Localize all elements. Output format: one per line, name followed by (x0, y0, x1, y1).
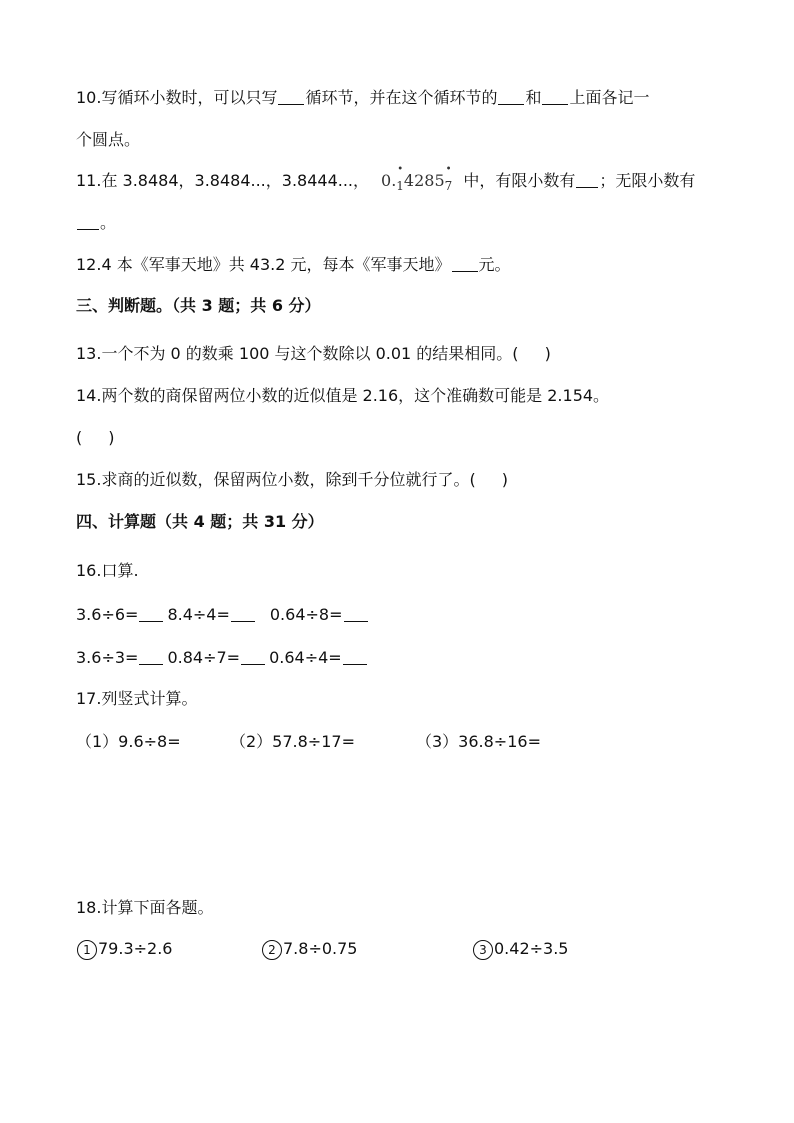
q10-text-4: 上面各记一 (569, 88, 650, 107)
q16-row-1: 3.6÷6= 8.4÷4= 0.64÷8= (76, 604, 369, 626)
q11-text-3: ；无限小数有 (599, 171, 696, 190)
q12-text-2: 元。 (478, 255, 511, 274)
repeating-decimal: 0. • $_1$4285 • $_7$ (381, 164, 453, 193)
q10-text-1: 10.写循环小数时，可以只写 (76, 88, 278, 107)
answer-blank[interactable] (452, 255, 478, 272)
q11-text-4: 。 (100, 213, 117, 232)
question-11-continued (76, 212, 116, 234)
answer-blank[interactable] (576, 171, 598, 188)
answer-blank[interactable] (343, 648, 367, 665)
question-17-title: 17.列竖式计算。 (76, 689, 198, 708)
question-10 (76, 87, 650, 109)
question-15: 15.求商的近似数，保留两位小数，除到千分位就行了。( ) (76, 470, 508, 489)
q18-item-1: 1 79.3÷2.6 (77, 938, 172, 960)
answer-blank[interactable] (344, 605, 368, 622)
question-11 (76, 164, 696, 197)
q15-text: 15.求商的近似数，保留两位小数，除到千分位就行了。( (76, 470, 476, 489)
answer-blank[interactable] (139, 648, 163, 665)
section-heading-calculation: 四、计算题（共 4 题；共 31 分） (76, 512, 324, 531)
q16-row-2: 3.6÷3= 0.84÷7= 0.64÷4= (76, 647, 368, 669)
question-10-continued (76, 129, 140, 151)
question-14 (76, 385, 609, 407)
q10-text-5: 个圆点。 (76, 130, 141, 149)
q14-text: 14.两个数的商保留两位小数的近似值是 2.16，这个准确数可能是 2.154。 (76, 386, 610, 405)
q10-text-2: 循环节，并在这个循环节的 (305, 88, 498, 107)
q17-item-1: （1）9.6÷8= (76, 732, 181, 751)
answer-blank[interactable] (139, 605, 163, 622)
question-18-title: 18.计算下面各题。 (76, 898, 214, 917)
repeat-dot-end: • (445, 164, 452, 175)
q13-text: 13.一个不为 0 的数乘 100 与这个数除以 0.01 的结果相同。( (76, 344, 519, 363)
circled-number-2: 2 (262, 940, 282, 960)
answer-blank[interactable] (77, 213, 99, 230)
q10-text-3: 和 (525, 88, 542, 107)
section-heading-judgement: 三、判断题。（共 3 题；共 6 分） (76, 296, 321, 315)
q18-item-3: 3 0.42÷3.5 (473, 938, 568, 960)
answer-blank[interactable] (278, 88, 304, 105)
repeat-dot-start: • (397, 164, 404, 175)
answer-blank[interactable] (542, 88, 568, 105)
q17-item-3: （3）36.8÷16= (416, 732, 541, 751)
question-16-title: 16.口算. (76, 561, 139, 580)
q11-text-2: 中，有限小数有 (458, 171, 576, 190)
question-14-answer: ( ) (76, 428, 115, 447)
circled-number-3: 3 (473, 940, 493, 960)
answer-blank[interactable] (231, 605, 255, 622)
q11-text-1: 11.在 3.8484，3.8484...，3.8444...， (76, 171, 370, 190)
circled-number-1: 1 (77, 940, 97, 960)
q12-text-1: 12.4 本《军事天地》共 43.2 元，每本《军事天地》 (76, 255, 451, 274)
answer-blank[interactable] (498, 88, 524, 105)
q18-item-2: 2 7.8÷0.75 (262, 938, 357, 960)
question-12 (76, 254, 511, 276)
answer-blank[interactable] (241, 648, 265, 665)
q17-item-2: （2）57.8÷17= (230, 732, 355, 751)
question-13: 13.一个不为 0 的数乘 100 与这个数除以 0.01 的结果相同。( ) (76, 344, 551, 363)
